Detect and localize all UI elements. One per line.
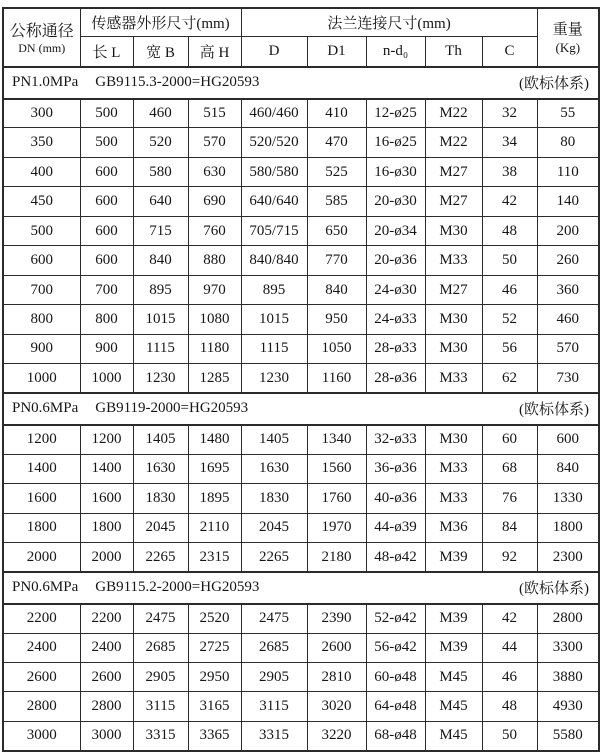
- table-row: [3, 484, 599, 513]
- table-body: [3, 67, 599, 751]
- cell: 1340: [307, 425, 366, 454]
- cell: 2600: [307, 633, 366, 662]
- cell: 840: [537, 454, 599, 483]
- cell: 42: [482, 604, 537, 633]
- cell: 16-ø25: [366, 128, 425, 157]
- cell: 48-ø42: [366, 543, 425, 572]
- cell: 28-ø33: [366, 334, 425, 363]
- table-row: [3, 305, 599, 334]
- cell: 1400: [3, 454, 80, 483]
- cell: 260: [537, 246, 599, 275]
- cell: 690: [188, 187, 241, 216]
- header-nominal-diameter-cn: 公称通径: [9, 22, 74, 40]
- cell: 2950: [188, 662, 241, 691]
- cell: 1480: [188, 425, 241, 454]
- cell: M33: [425, 246, 482, 275]
- cell: 2475: [133, 604, 188, 633]
- cell: 500: [80, 99, 133, 128]
- subheader-n-d0: n-d₀: [366, 36, 425, 67]
- table-row: [3, 334, 599, 363]
- cell: 1830: [133, 484, 188, 513]
- table-row: [3, 128, 599, 157]
- cell: 50: [482, 721, 537, 751]
- header-sensor-dimensions-group: 传感器外形尺寸(mm): [80, 8, 241, 36]
- cell: 2110: [188, 513, 241, 542]
- cell: 3000: [3, 721, 80, 751]
- table-row: [3, 364, 599, 393]
- section-cell: [3, 572, 599, 604]
- cell: 62: [482, 364, 537, 393]
- cell: 1160: [307, 364, 366, 393]
- cell: 2000: [3, 543, 80, 572]
- cell: M39: [425, 604, 482, 633]
- cell: 2400: [80, 633, 133, 662]
- table-row: [3, 604, 599, 633]
- cell: 1630: [133, 454, 188, 483]
- cell: 900: [3, 334, 80, 363]
- cell: M45: [425, 662, 482, 691]
- cell: 500: [80, 128, 133, 157]
- subheader-D1: D1: [307, 36, 366, 67]
- section-title: [4, 398, 598, 419]
- cell: 48: [482, 692, 537, 721]
- table-header: [3, 8, 599, 67]
- cell: 46: [482, 275, 537, 304]
- cell: 460/460: [241, 99, 307, 128]
- cell: 20-ø30: [366, 187, 425, 216]
- cell: 200: [537, 216, 599, 245]
- cell: 2520: [188, 604, 241, 633]
- subheader-length-L: 长 L: [80, 36, 133, 67]
- cell: 32: [482, 99, 537, 128]
- header-nominal-diameter-unit: DN (mm): [18, 40, 66, 55]
- subheader-C: C: [482, 36, 537, 67]
- cell: 2390: [307, 604, 366, 633]
- cell: 56: [482, 334, 537, 363]
- cell: 1230: [241, 364, 307, 393]
- cell: 3220: [307, 721, 366, 751]
- cell: 1630: [241, 454, 307, 483]
- cell: 3300: [537, 633, 599, 662]
- cell: 700: [80, 275, 133, 304]
- cell: 3365: [188, 721, 241, 751]
- cell: 4930: [537, 692, 599, 721]
- cell: 1895: [188, 484, 241, 513]
- cell: 1760: [307, 484, 366, 513]
- cell: 600: [80, 216, 133, 245]
- header-row-groups: [3, 8, 599, 36]
- cell: 1400: [80, 454, 133, 483]
- standard-code: GB9115.3-2000=HG20593: [95, 74, 260, 91]
- cell: 56-ø42: [366, 633, 425, 662]
- cell: 44-ø39: [366, 513, 425, 542]
- subheader-Th: Th: [425, 36, 482, 67]
- cell: M39: [425, 633, 482, 662]
- cell: 42: [482, 187, 537, 216]
- cell: 2265: [133, 543, 188, 572]
- header-nominal-diameter: [3, 8, 80, 67]
- cell: 520/520: [241, 128, 307, 157]
- table-row: [3, 633, 599, 662]
- table-row: [3, 692, 599, 721]
- cell: 1180: [188, 334, 241, 363]
- cell: 1800: [3, 513, 80, 542]
- cell: 630: [188, 157, 241, 186]
- cell: 840/840: [241, 246, 307, 275]
- cell: M27: [425, 275, 482, 304]
- cell: 970: [188, 275, 241, 304]
- cell: 800: [80, 305, 133, 334]
- cell: 2600: [3, 662, 80, 691]
- cell: 2600: [80, 662, 133, 691]
- cell: 600: [537, 425, 599, 454]
- cell: 20-ø34: [366, 216, 425, 245]
- cell: 2400: [3, 633, 80, 662]
- cell: M27: [425, 187, 482, 216]
- cell: 3000: [80, 721, 133, 751]
- standard-code: GB9119-2000=HG20593: [95, 400, 249, 417]
- table-row: [3, 246, 599, 275]
- cell: 92: [482, 543, 537, 572]
- table-row: [3, 99, 599, 128]
- cell: 585: [307, 187, 366, 216]
- cell: 1000: [3, 364, 80, 393]
- cell: 700: [3, 275, 80, 304]
- cell: 5580: [537, 721, 599, 751]
- header-flange-connection-group: 法兰连接尺寸(mm): [241, 8, 537, 36]
- cell: 60-ø48: [366, 662, 425, 691]
- cell: 3165: [188, 692, 241, 721]
- cell: 1600: [3, 484, 80, 513]
- cell: 40-ø36: [366, 484, 425, 513]
- cell: 2315: [188, 543, 241, 572]
- cell: 2685: [133, 633, 188, 662]
- cell: 360: [537, 275, 599, 304]
- cell: 895: [241, 275, 307, 304]
- cell: 3315: [133, 721, 188, 751]
- section-title: [4, 577, 598, 598]
- cell: 2800: [80, 692, 133, 721]
- cell: M45: [425, 721, 482, 751]
- cell: 2180: [307, 543, 366, 572]
- cell: 32-ø33: [366, 425, 425, 454]
- cell: M33: [425, 364, 482, 393]
- section-row: [3, 393, 599, 425]
- cell: 76: [482, 484, 537, 513]
- header-weight-unit: (Kg): [555, 40, 581, 55]
- cell: 1200: [3, 425, 80, 454]
- cell: M36: [425, 513, 482, 542]
- cell: 2685: [241, 633, 307, 662]
- cell: 110: [537, 157, 599, 186]
- cell: 2905: [241, 662, 307, 691]
- standard-system: (欧标体系): [519, 76, 590, 93]
- cell: 350: [3, 128, 80, 157]
- cell: 20-ø36: [366, 246, 425, 275]
- cell: 2200: [80, 604, 133, 633]
- cell: 840: [307, 275, 366, 304]
- cell: 46: [482, 662, 537, 691]
- cell: 950: [307, 305, 366, 334]
- cell: 12-ø25: [366, 99, 425, 128]
- cell: 760: [188, 216, 241, 245]
- section-cell: [3, 67, 599, 99]
- cell: 1230: [133, 364, 188, 393]
- cell: 640/640: [241, 187, 307, 216]
- cell: 1405: [133, 425, 188, 454]
- section-row: [3, 67, 599, 99]
- dimension-spec-table: [2, 7, 600, 752]
- standard-system: (欧标体系): [519, 581, 590, 598]
- cell: M33: [425, 484, 482, 513]
- cell: 3115: [133, 692, 188, 721]
- cell: 470: [307, 128, 366, 157]
- cell: 1695: [188, 454, 241, 483]
- cell: 1050: [307, 334, 366, 363]
- cell: 640: [133, 187, 188, 216]
- cell: 515: [188, 99, 241, 128]
- cell: 1830: [241, 484, 307, 513]
- cell: 80: [537, 128, 599, 157]
- subheader-width-B: 宽 B: [133, 36, 188, 67]
- cell: 1080: [188, 305, 241, 334]
- cell: 800: [3, 305, 80, 334]
- cell: 1405: [241, 425, 307, 454]
- cell: M30: [425, 334, 482, 363]
- cell: 895: [133, 275, 188, 304]
- cell: 1600: [80, 484, 133, 513]
- cell: 600: [80, 157, 133, 186]
- cell: 50: [482, 246, 537, 275]
- cell: 64-ø48: [366, 692, 425, 721]
- section-row: [3, 572, 599, 604]
- table-row: [3, 187, 599, 216]
- cell: 705/715: [241, 216, 307, 245]
- cell: 300: [3, 99, 80, 128]
- cell: 2000: [80, 543, 133, 572]
- cell: M39: [425, 543, 482, 572]
- cell: 600: [80, 246, 133, 275]
- cell: 1115: [133, 334, 188, 363]
- cell: 2300: [537, 543, 599, 572]
- subheader-height-H: 高 H: [188, 36, 241, 67]
- cell: 1115: [241, 334, 307, 363]
- cell: 2905: [133, 662, 188, 691]
- cell: 1800: [537, 513, 599, 542]
- table-row: [3, 216, 599, 245]
- cell: 60: [482, 425, 537, 454]
- cell: 840: [133, 246, 188, 275]
- cell: 2475: [241, 604, 307, 633]
- table-row: [3, 454, 599, 483]
- header-weight-cn: 重量: [552, 22, 583, 38]
- section-cell: [3, 393, 599, 425]
- cell: 460: [133, 99, 188, 128]
- cell: 55: [537, 99, 599, 128]
- cell: M33: [425, 454, 482, 483]
- cell: M45: [425, 692, 482, 721]
- cell: 34: [482, 128, 537, 157]
- table-row: [3, 425, 599, 454]
- cell: 36-ø36: [366, 454, 425, 483]
- cell: 730: [537, 364, 599, 393]
- cell: 520: [133, 128, 188, 157]
- cell: 3315: [241, 721, 307, 751]
- cell: M30: [425, 305, 482, 334]
- cell: 580: [133, 157, 188, 186]
- cell: 24-ø33: [366, 305, 425, 334]
- cell: 2800: [537, 604, 599, 633]
- cell: 2265: [241, 543, 307, 572]
- cell: 2045: [241, 513, 307, 542]
- cell: 1200: [80, 425, 133, 454]
- cell: 500: [3, 216, 80, 245]
- header-weight: [537, 8, 599, 67]
- cell: 580/580: [241, 157, 307, 186]
- cell: 38: [482, 157, 537, 186]
- cell: M30: [425, 216, 482, 245]
- cell: 460: [537, 305, 599, 334]
- cell: 715: [133, 216, 188, 245]
- table-row: [3, 721, 599, 751]
- cell: 16-ø30: [366, 157, 425, 186]
- cell: 28-ø36: [366, 364, 425, 393]
- cell: 900: [80, 334, 133, 363]
- pressure-rating: PN0.6MPa: [12, 400, 79, 417]
- cell: 68: [482, 454, 537, 483]
- standard-code: GB9115.2-2000=HG20593: [95, 579, 260, 596]
- cell: 48: [482, 216, 537, 245]
- cell: 3115: [241, 692, 307, 721]
- cell: 3020: [307, 692, 366, 721]
- header-row-columns: [3, 36, 599, 67]
- cell: 52-ø42: [366, 604, 425, 633]
- cell: 68-ø48: [366, 721, 425, 751]
- cell: 1330: [537, 484, 599, 513]
- pressure-rating: PN1.0MPa: [12, 74, 79, 91]
- table-row: [3, 157, 599, 186]
- cell: 1800: [80, 513, 133, 542]
- cell: 1560: [307, 454, 366, 483]
- cell: M22: [425, 128, 482, 157]
- pressure-rating: PN0.6MPa: [12, 579, 79, 596]
- cell: 410: [307, 99, 366, 128]
- cell: 570: [188, 128, 241, 157]
- table-row: [3, 662, 599, 691]
- cell: 44: [482, 633, 537, 662]
- cell: 570: [537, 334, 599, 363]
- cell: 1015: [133, 305, 188, 334]
- cell: M22: [425, 99, 482, 128]
- section-title: [4, 72, 598, 93]
- cell: 2200: [3, 604, 80, 633]
- cell: 450: [3, 187, 80, 216]
- cell: 770: [307, 246, 366, 275]
- cell: 2810: [307, 662, 366, 691]
- cell: 880: [188, 246, 241, 275]
- cell: 1015: [241, 305, 307, 334]
- table-row: [3, 513, 599, 542]
- table-row: [3, 275, 599, 304]
- cell: 52: [482, 305, 537, 334]
- cell: 2045: [133, 513, 188, 542]
- cell: 84: [482, 513, 537, 542]
- cell: 24-ø30: [366, 275, 425, 304]
- cell: 1000: [80, 364, 133, 393]
- cell: M27: [425, 157, 482, 186]
- subheader-D: D: [241, 36, 307, 67]
- cell: 1970: [307, 513, 366, 542]
- cell: 525: [307, 157, 366, 186]
- standard-system: (欧标体系): [519, 402, 590, 419]
- cell: 140: [537, 187, 599, 216]
- cell: 650: [307, 216, 366, 245]
- cell: 600: [3, 246, 80, 275]
- cell: 1285: [188, 364, 241, 393]
- cell: M30: [425, 425, 482, 454]
- cell: 400: [3, 157, 80, 186]
- cell: 2725: [188, 633, 241, 662]
- cell: 2800: [3, 692, 80, 721]
- table-row: [3, 543, 599, 572]
- cell: 3880: [537, 662, 599, 691]
- cell: 600: [80, 187, 133, 216]
